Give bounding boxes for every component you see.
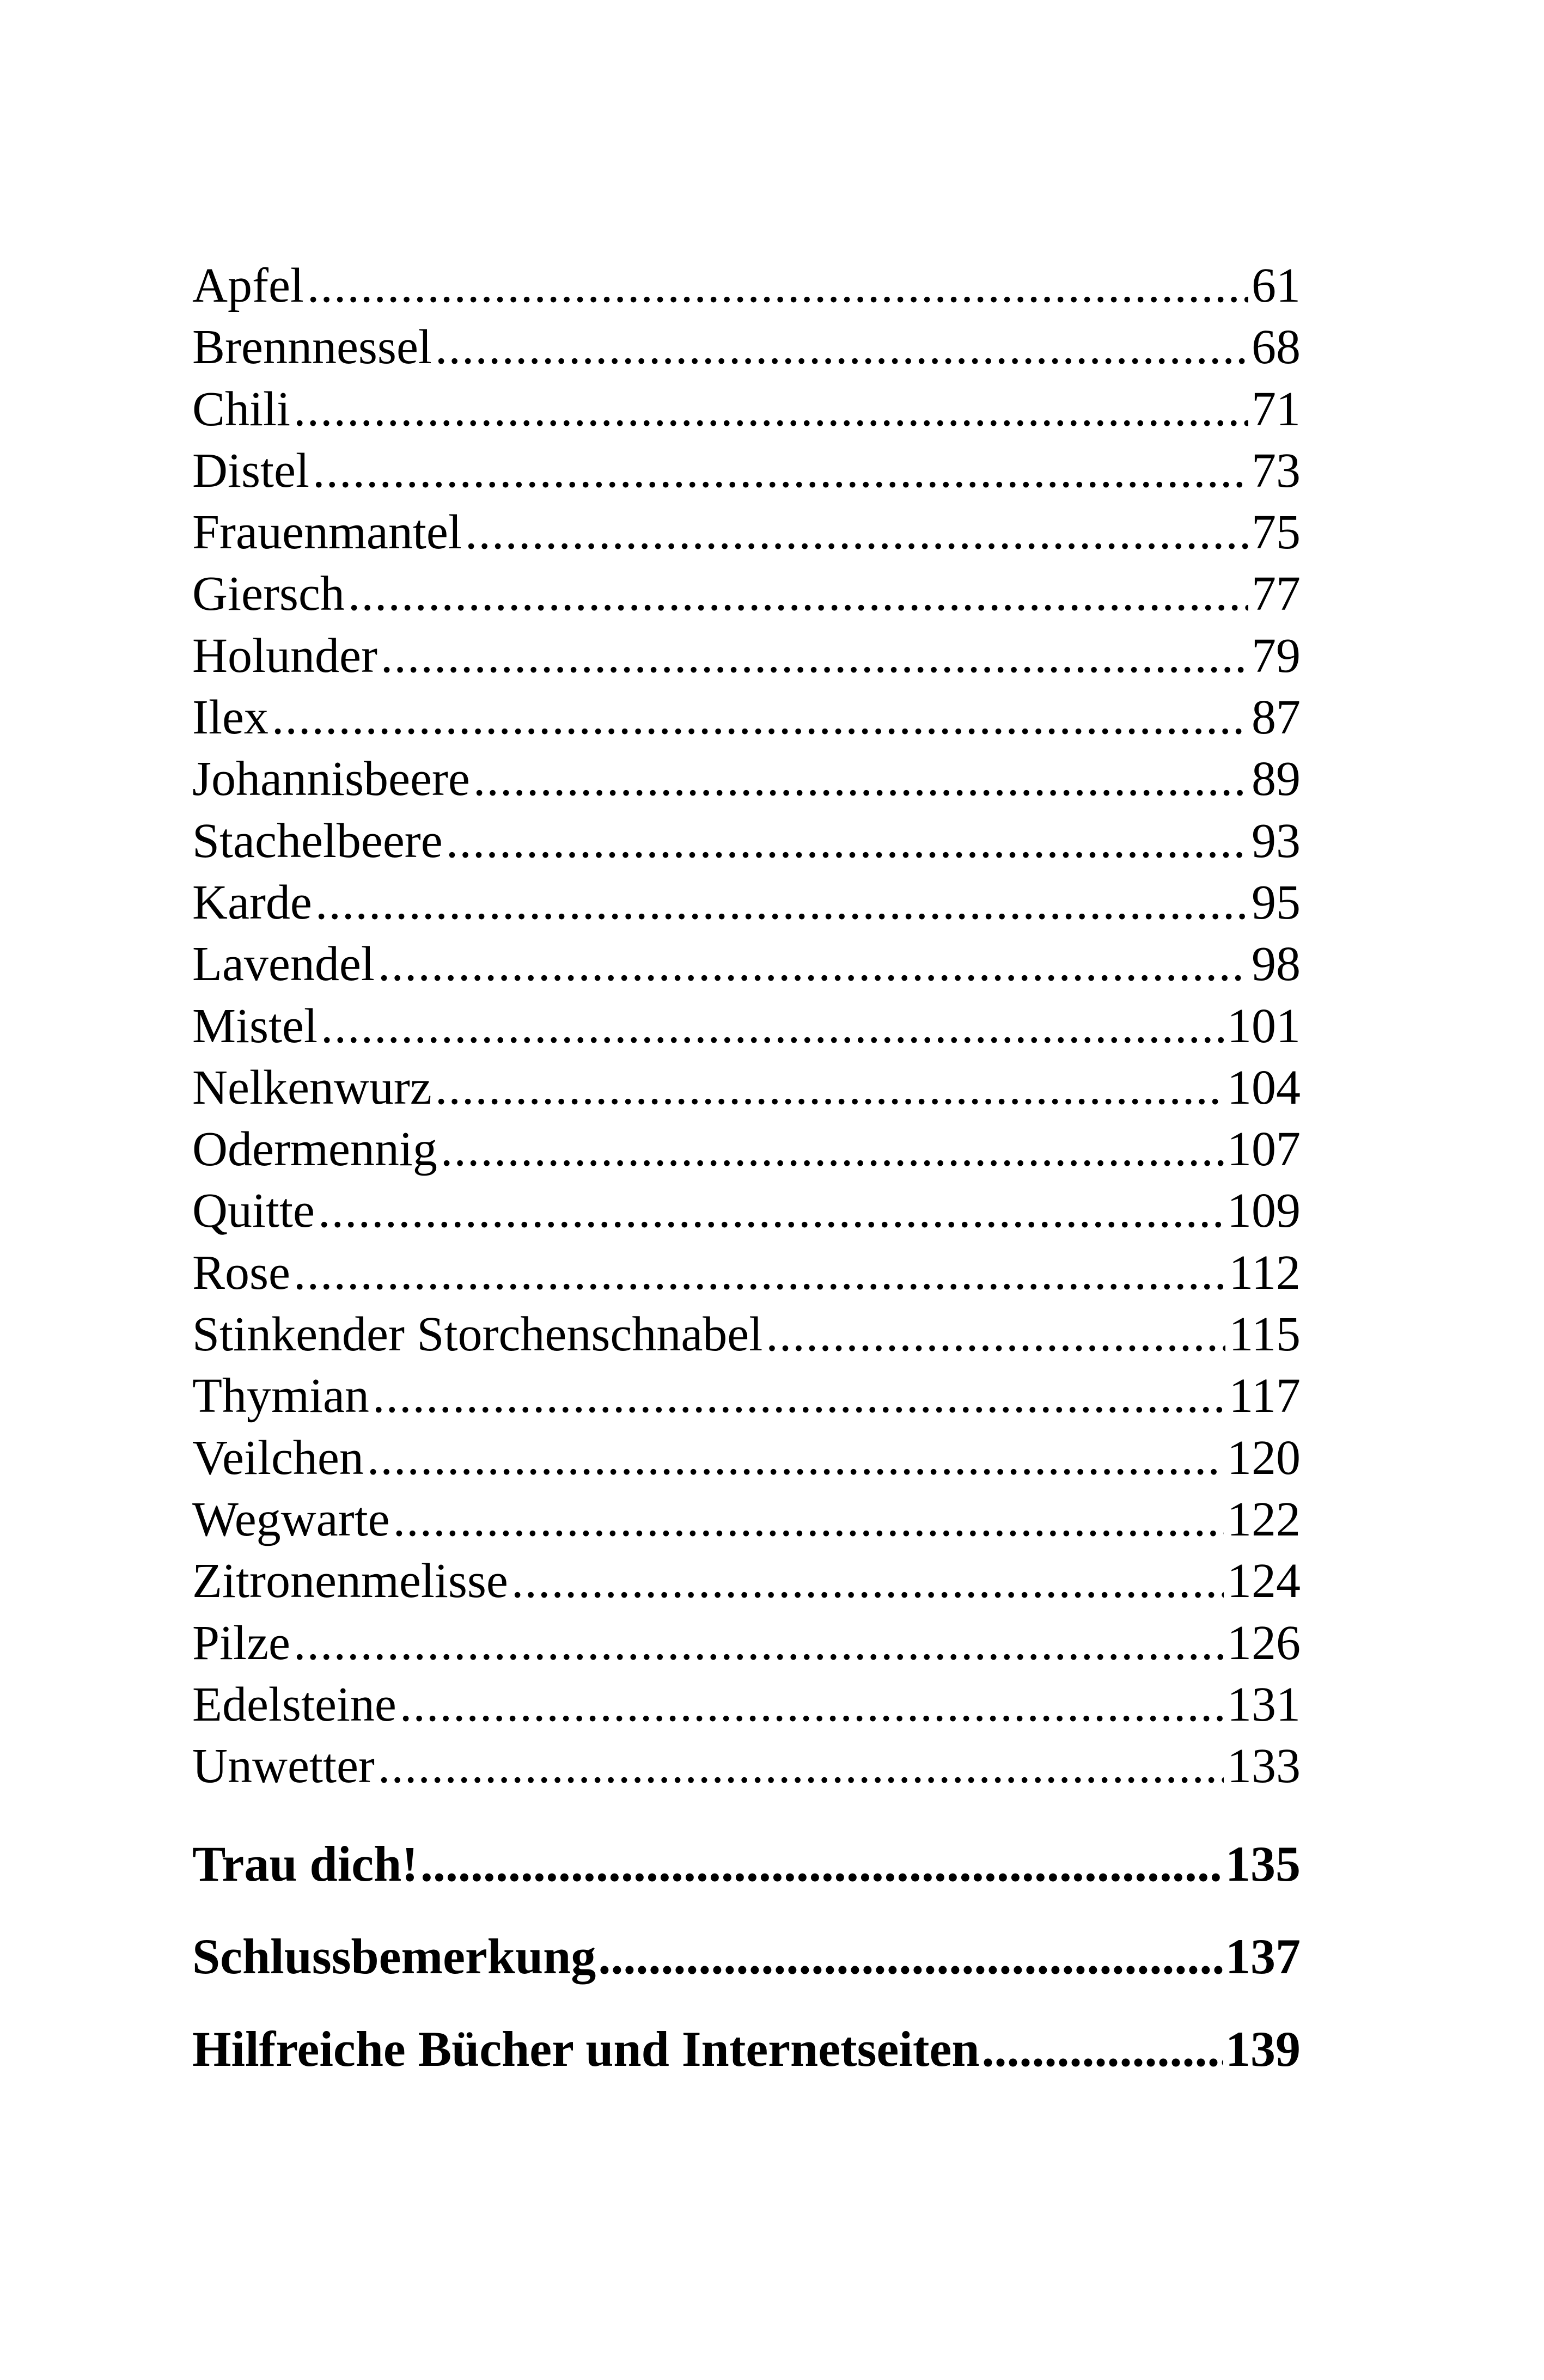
toc-entry xyxy=(192,1365,1301,1427)
toc-chapter-page: 135 xyxy=(1225,1836,1301,1892)
toc-leader-dots xyxy=(441,1118,1224,1180)
toc-entry-page: 112 xyxy=(1229,1245,1301,1300)
toc-entry-title: Thymian xyxy=(192,1369,369,1423)
toc-entry-title: Quitte xyxy=(192,1184,315,1238)
toc-entry-page: 95 xyxy=(1252,875,1301,929)
toc-leader-dots xyxy=(294,378,1248,440)
toc-entry-title: Stachelbeere xyxy=(192,813,443,868)
toc-chapter-page: 137 xyxy=(1225,1929,1301,1985)
toc-entry-title: Giersch xyxy=(192,567,345,621)
toc-entry-title: Zitronenmelisse xyxy=(192,1554,508,1608)
toc-chapter-entry xyxy=(192,1910,1301,2003)
toc-entry-title: Edelsteine xyxy=(192,1677,396,1732)
toc-leader-dots xyxy=(294,1612,1224,1674)
toc-entry-title: Unwetter xyxy=(192,1739,375,1794)
toc-entry xyxy=(192,933,1301,995)
toc-entry-title: Wegwarte xyxy=(192,1492,390,1546)
toc-entry xyxy=(192,748,1301,810)
toc-chapter-title: Trau dich! xyxy=(192,1836,418,1892)
toc-leader-dots xyxy=(446,810,1248,872)
toc-entry-page: 120 xyxy=(1227,1430,1301,1485)
toc-entry-page: 89 xyxy=(1252,752,1301,806)
toc-leader-dots xyxy=(400,1674,1224,1735)
toc-entry-title: Mistel xyxy=(192,999,318,1053)
toc-entry xyxy=(192,1674,1301,1735)
toc-leader-dots xyxy=(473,748,1248,810)
toc-entry-title: Holunder xyxy=(192,628,377,683)
toc-chapter-title: Hilfreiche Bücher und Internetseiten xyxy=(192,2021,980,2077)
toc-entry xyxy=(192,563,1301,625)
toc-entry xyxy=(192,995,1301,1057)
toc-chapter-page: 139 xyxy=(1225,2021,1301,2077)
toc-leader-dots xyxy=(315,872,1248,933)
toc-entry-title: Odermennig xyxy=(192,1122,437,1177)
toc-entry-page: 79 xyxy=(1252,628,1301,683)
toc-entry-title: Karde xyxy=(192,875,312,929)
toc-leader-dots xyxy=(435,1057,1224,1118)
toc-leader-dots xyxy=(307,255,1248,316)
toc-entry-title: Lavendel xyxy=(192,937,375,992)
toc-leader-dots xyxy=(393,1489,1224,1550)
table-of-contents xyxy=(192,255,1301,2095)
toc-leader-dots xyxy=(321,995,1224,1057)
toc-entry xyxy=(192,1489,1301,1550)
toc-entry-title: Chili xyxy=(192,382,291,436)
toc-entry-page: 61 xyxy=(1252,259,1301,313)
toc-entry-page: 126 xyxy=(1227,1616,1301,1670)
toc-entry-title: Stinkender Storchenschnabel xyxy=(192,1307,763,1362)
toc-entry-page: 68 xyxy=(1252,320,1301,375)
toc-leader-dots xyxy=(294,1242,1225,1304)
toc-entry-page: 71 xyxy=(1252,382,1301,436)
toc-entry xyxy=(192,440,1301,501)
toc-entry-title: Nelkenwurz xyxy=(192,1060,432,1115)
toc-entry xyxy=(192,1304,1301,1365)
toc-entry-title: Apfel xyxy=(192,259,304,313)
toc-leader-dots xyxy=(420,1818,1223,1910)
toc-entry xyxy=(192,378,1301,440)
toc-chapter-title: Schlussbemerkung xyxy=(192,1929,596,1985)
toc-entry xyxy=(192,687,1301,748)
toc-entry-page: 101 xyxy=(1227,999,1301,1053)
toc-entry-page: 98 xyxy=(1252,937,1301,992)
toc-entry-title: Pilze xyxy=(192,1616,290,1670)
toc-leader-dots xyxy=(435,316,1248,378)
toc-entry-page: 115 xyxy=(1229,1307,1301,1362)
toc-leader-dots xyxy=(598,1910,1223,2003)
toc-entry xyxy=(192,1057,1301,1118)
toc-entry-page: 107 xyxy=(1227,1122,1301,1177)
toc-entry xyxy=(192,1427,1301,1489)
toc-entry xyxy=(192,1735,1301,1797)
toc-entry-page: 77 xyxy=(1252,567,1301,621)
toc-entry-title: Rose xyxy=(192,1245,290,1300)
toc-entry xyxy=(192,316,1301,378)
toc-leader-dots xyxy=(318,1180,1224,1241)
toc-entry xyxy=(192,625,1301,687)
toc-entry-page: 104 xyxy=(1227,1060,1301,1115)
toc-chapter-entry xyxy=(192,1818,1301,1910)
toc-entry-title: Johannisbeere xyxy=(192,752,470,806)
toc-leader-dots xyxy=(381,625,1248,687)
toc-entry xyxy=(192,1550,1301,1612)
toc-entry-list xyxy=(192,255,1301,1797)
toc-entry-page: 117 xyxy=(1229,1369,1301,1423)
toc-entry-page: 131 xyxy=(1227,1677,1301,1732)
toc-entry-page: 122 xyxy=(1227,1492,1301,1546)
toc-leader-dots xyxy=(272,687,1248,748)
toc-entry-page: 93 xyxy=(1252,813,1301,868)
toc-entry xyxy=(192,1180,1301,1241)
toc-leader-dots xyxy=(465,501,1248,563)
toc-leader-dots xyxy=(367,1427,1224,1489)
toc-leader-dots xyxy=(766,1304,1225,1365)
toc-entry xyxy=(192,255,1301,316)
toc-entry xyxy=(192,1242,1301,1304)
toc-leader-dots xyxy=(313,440,1248,501)
toc-entry-title: Ilex xyxy=(192,690,268,745)
toc-entry-page: 75 xyxy=(1252,505,1301,560)
toc-leader-dots xyxy=(982,2003,1224,2095)
toc-entry-page: 133 xyxy=(1227,1739,1301,1794)
toc-leader-dots xyxy=(511,1550,1224,1612)
toc-entry xyxy=(192,1612,1301,1674)
toc-leader-dots xyxy=(378,1735,1224,1797)
toc-entry-page: 109 xyxy=(1227,1184,1301,1238)
toc-leader-dots xyxy=(378,933,1248,995)
toc-leader-dots xyxy=(373,1365,1225,1427)
toc-entry xyxy=(192,810,1301,872)
toc-entry xyxy=(192,501,1301,563)
toc-entry-page: 124 xyxy=(1227,1554,1301,1608)
toc-entry-title: Brennnessel xyxy=(192,320,432,375)
toc-entry-title: Frauenmantel xyxy=(192,505,462,560)
toc-entry xyxy=(192,1118,1301,1180)
toc-entry xyxy=(192,872,1301,933)
toc-entry-page: 73 xyxy=(1252,443,1301,498)
toc-entry-page: 87 xyxy=(1252,690,1301,745)
toc-leader-dots xyxy=(348,563,1248,625)
toc-entry-title: Distel xyxy=(192,443,309,498)
toc-entry-title: Veilchen xyxy=(192,1430,364,1485)
toc-chapter-entry xyxy=(192,2003,1301,2095)
toc-chapter-list xyxy=(192,1818,1301,2095)
